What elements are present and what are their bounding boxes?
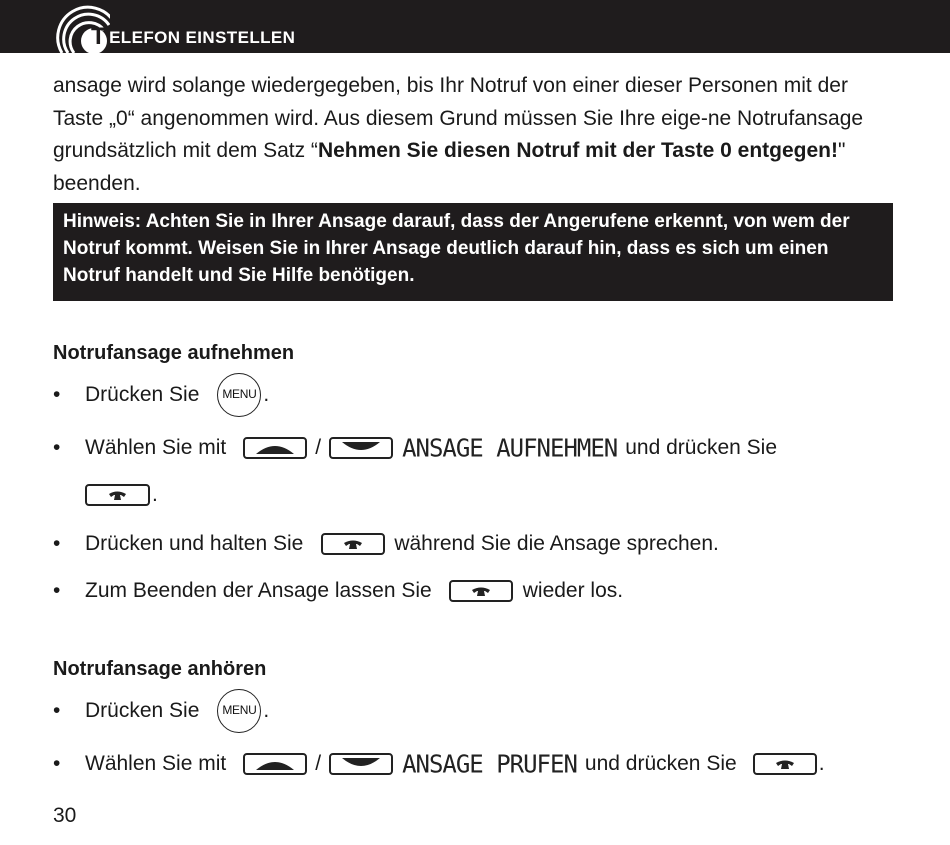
intro-paragraph — [53, 70, 898, 200]
list-item — [53, 744, 825, 784]
section-heading-record: Notrufansage aufnehmen — [53, 342, 295, 364]
menu-button[interactable]: MENU — [217, 373, 261, 417]
bullet: • — [53, 699, 61, 722]
lcd-display-text: ANSAGE AUFNEHMEN — [402, 433, 618, 463]
step-after: wieder los. — [522, 579, 624, 602]
page-header — [0, 0, 950, 53]
step-text: Drücken und halten Sie — [85, 532, 304, 555]
list-item — [53, 691, 269, 731]
lcd-display-text: ANSAGE PRUFEN — [402, 749, 577, 779]
step-end: . — [263, 699, 270, 722]
bullet: • — [53, 752, 61, 775]
slash: / — [315, 752, 322, 775]
intro-bold-sentence: Nehmen Sie diesen Notruf mit der Taste 0 entgegen! — [317, 139, 838, 162]
arrow-up-key-icon[interactable] — [243, 437, 307, 459]
call-handset-key-icon[interactable] — [321, 533, 385, 555]
call-handset-key-icon[interactable] — [449, 580, 513, 602]
arrow-up-key-icon[interactable] — [243, 753, 307, 775]
step-text: Zum Beenden der Ansage lassen Sie — [85, 579, 432, 602]
header-title-rest: ELEFON EINSTELLEN — [109, 28, 296, 47]
bullet: • — [53, 579, 61, 602]
bullet: • — [53, 383, 61, 406]
step-text: Drücken Sie — [85, 383, 200, 406]
list-item — [53, 524, 719, 564]
page-number: 30 — [53, 804, 77, 827]
arrow-down-key-icon[interactable] — [329, 753, 393, 775]
intro-text-end: " beenden. — [53, 139, 846, 195]
section-heading-listen: Notrufansage anhören — [53, 658, 267, 680]
step-text: Wählen Sie mit — [85, 752, 227, 775]
step-end: . — [263, 383, 270, 406]
arrow-down-key-icon[interactable] — [329, 437, 393, 459]
call-handset-key-icon[interactable] — [753, 753, 817, 775]
list-item — [53, 428, 777, 468]
step-after: während Sie die Ansage sprechen. — [394, 532, 719, 555]
slash: / — [315, 436, 322, 459]
step-text: Wählen Sie mit — [85, 436, 227, 459]
header-title-initial: T — [91, 23, 107, 50]
hint-box — [53, 203, 893, 301]
step-after: und drücken Sie — [625, 436, 778, 459]
bullet: • — [53, 532, 61, 555]
list-item-continuation — [85, 475, 158, 515]
header-title — [91, 23, 296, 50]
list-item — [53, 375, 269, 415]
intro-text: ansage wird solange wiedergegeben, bis Ihr Notruf von einer dieser Personen mit der Taste „0“ angenommen wird. Aus diesem Grund müssen Sie Ihre eige-ne Notrufansage grundsätzlich mit dem Satz “ — [53, 74, 864, 162]
hint-text: Hinweis: Achten Sie in Ihrer Ansage darauf, dass der Angerufene erkennt, von wem der Notruf kommt. Weisen Sie in Ihrer Ansage deutlich darauf hin, dass es sich um einen Notruf handelt und Sie Hilfe benötigen. — [63, 211, 850, 286]
call-handset-key-icon[interactable] — [85, 484, 150, 506]
menu-button[interactable]: MENU — [217, 689, 261, 733]
step-end: . — [818, 752, 825, 775]
step-after: und drücken Sie — [584, 752, 737, 775]
bullet: • — [53, 436, 61, 459]
step-text: Drücken Sie — [85, 699, 200, 722]
step-end: . — [152, 483, 158, 506]
list-item — [53, 571, 623, 611]
